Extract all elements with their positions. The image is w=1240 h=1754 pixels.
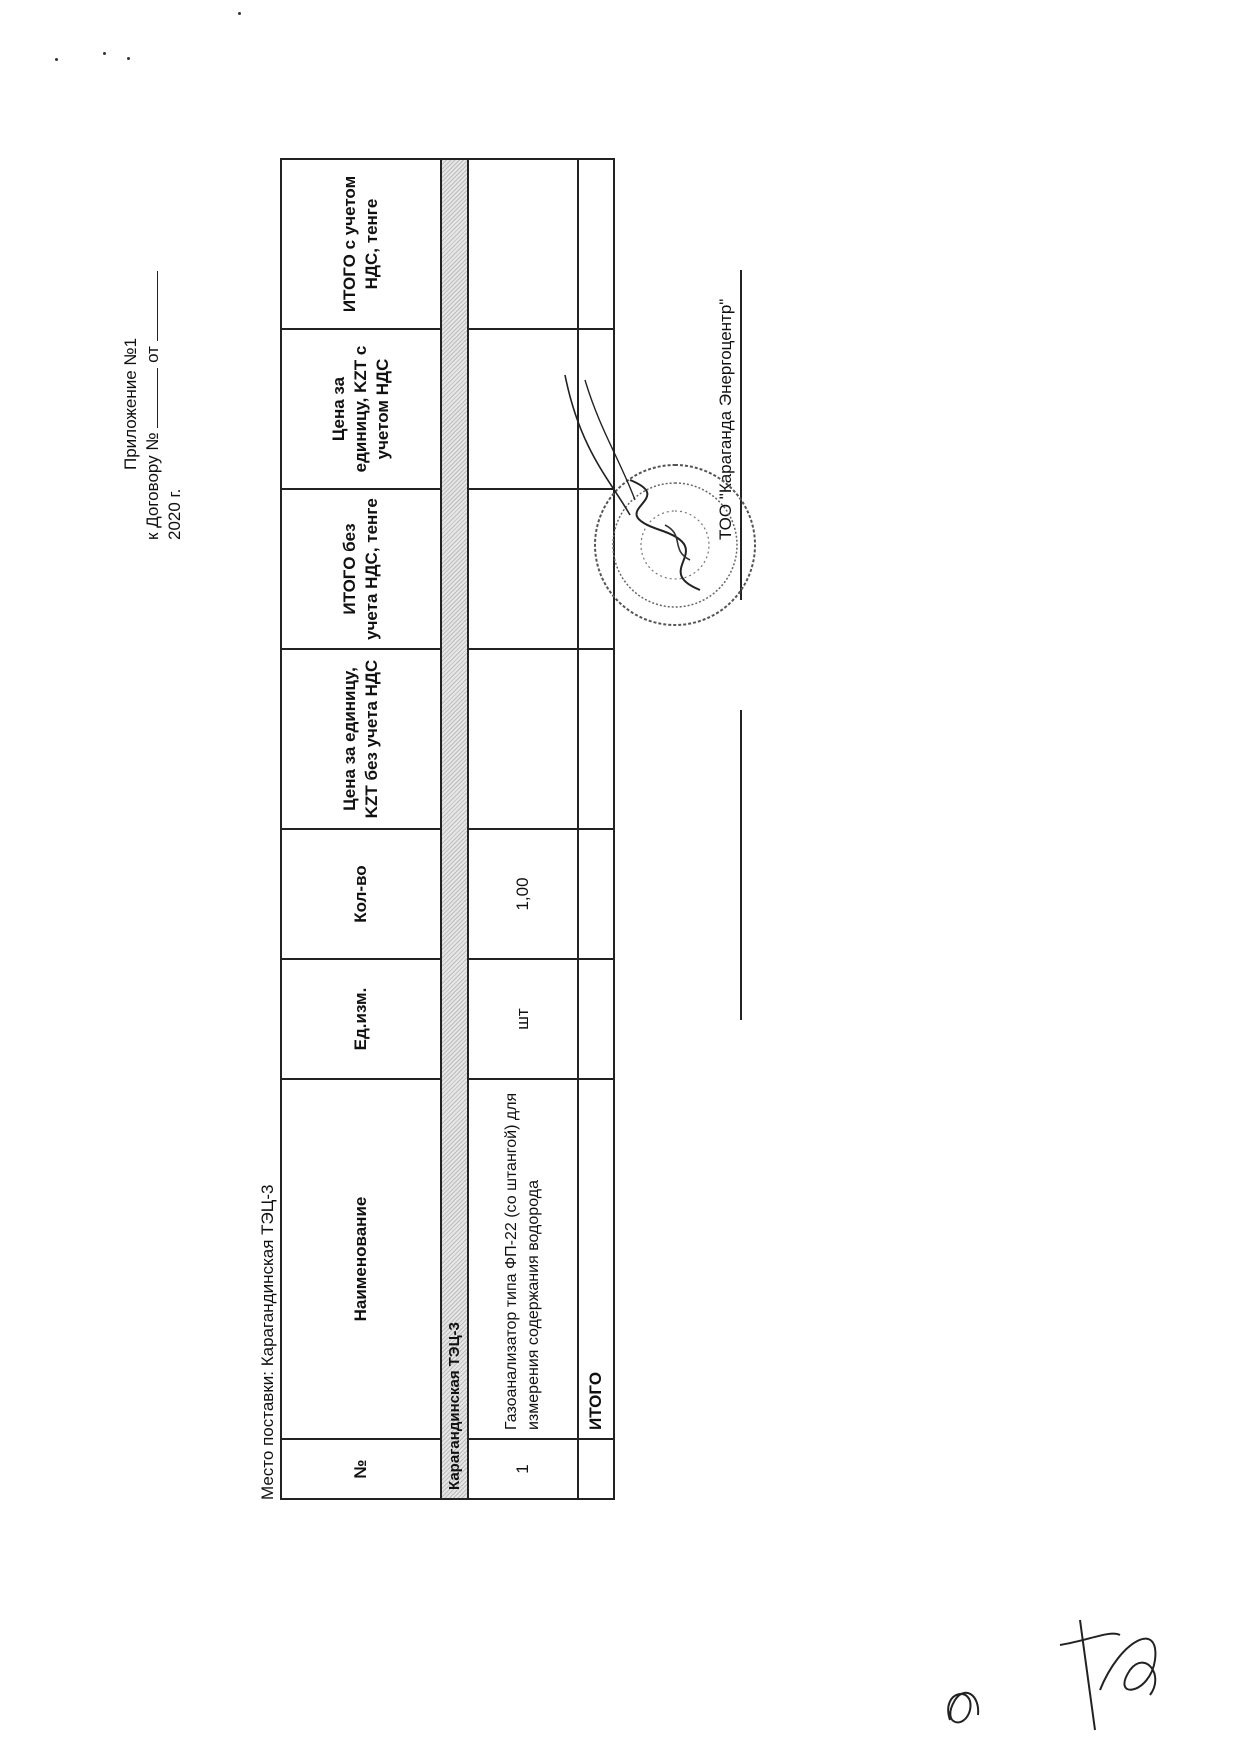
scan-speck <box>127 57 130 60</box>
scan-speck <box>55 58 58 61</box>
header-unit: Ед.изм. <box>281 959 441 1079</box>
header-num: № <box>281 1439 441 1499</box>
contract-year: 2020 г. <box>165 488 184 540</box>
delivery-place-value: Карагандинская ТЭЦ-3 <box>258 1184 277 1367</box>
date-blank <box>143 271 158 341</box>
delivery-place-label: Место поставки: <box>258 1371 277 1500</box>
appendix-title: Приложение №1 <box>121 337 140 470</box>
appendix-header <box>120 271 186 540</box>
cell-name: Газоанализатор типа ФП-22 (со штангой) для измерения содержания водорода <box>468 1079 578 1439</box>
table-header-row <box>281 159 441 1499</box>
scan-speck <box>238 12 241 15</box>
signature-strokes-icon <box>560 370 640 520</box>
signature-line-left <box>740 710 742 1020</box>
header-price-no-vat: Цена за единицу, KZT без учета НДС <box>281 649 441 829</box>
specification-table <box>280 158 615 1500</box>
header-price-vat: Цена за единицу, KZT с учетом НДС <box>281 329 441 489</box>
handwritten-initials-icon <box>920 1600 1180 1740</box>
total-cell <box>578 159 614 329</box>
header-qty: Кол-во <box>281 829 441 959</box>
contract-number-blank <box>143 368 158 428</box>
total-cell <box>578 649 614 829</box>
table-row <box>468 159 578 1499</box>
rotated-content <box>0 175 900 1540</box>
section-row <box>441 159 468 1499</box>
from-label: от <box>143 346 162 363</box>
cell-price-no-vat <box>468 649 578 829</box>
cell-total-vat <box>468 159 578 329</box>
total-cell <box>578 829 614 959</box>
total-cell <box>578 959 614 1079</box>
header-name: Наименование <box>281 1079 441 1439</box>
cell-num: 1 <box>468 1439 578 1499</box>
header-total-no-vat: ИТОГО без учета НДС, тенге <box>281 489 441 649</box>
total-label: ИТОГО <box>578 1079 614 1439</box>
total-row <box>578 159 614 1499</box>
organization-name: ТОО "Караганда Энергоцентр" <box>716 298 735 540</box>
delivery-place <box>258 1185 278 1500</box>
section-title: Карагандинская ТЭЦ-3 <box>441 159 468 1499</box>
contract-prefix: к Договору № <box>143 432 162 540</box>
scan-speck <box>103 52 106 55</box>
cell-qty: 1,00 <box>468 829 578 959</box>
header-total-vat: ИТОГО с учетом НДС, тенге <box>281 159 441 329</box>
contract-line <box>142 271 164 540</box>
total-blank <box>578 1439 614 1499</box>
cell-unit: шт <box>468 959 578 1079</box>
